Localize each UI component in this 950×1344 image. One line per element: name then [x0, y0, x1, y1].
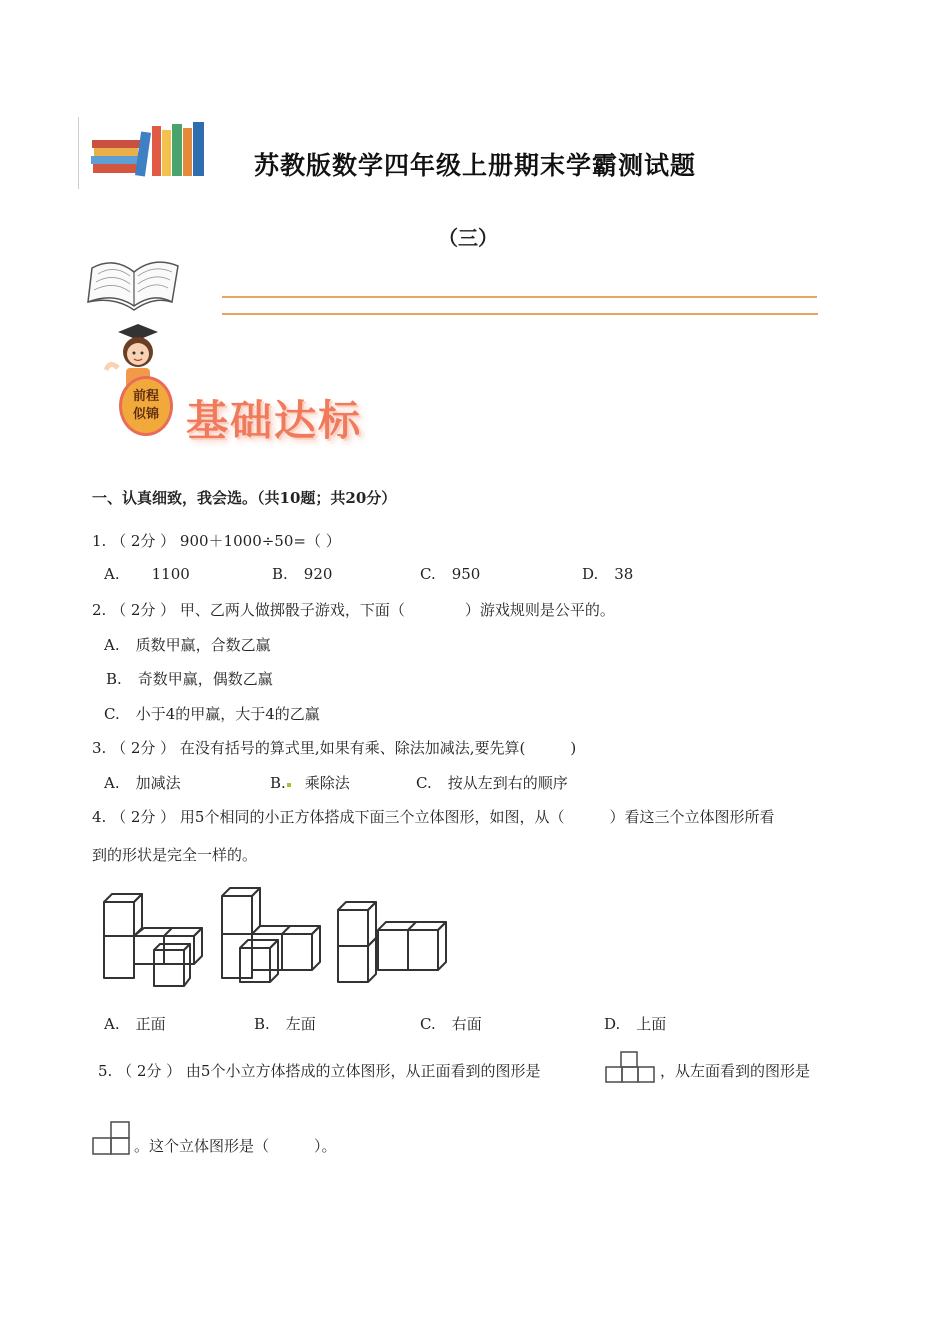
badge-emblem	[119, 376, 173, 436]
q1-option-d: D. 38	[582, 565, 634, 583]
cube-figure-2	[222, 888, 320, 982]
open-book-icon	[84, 250, 184, 316]
q4-option-d: D. 上面	[604, 1015, 667, 1033]
q3-option-b: B. 乘除法	[270, 774, 350, 792]
header-divider	[78, 117, 79, 189]
question-4-line-2: 到的形状是完全一样的。	[92, 846, 258, 864]
front-view-shape	[604, 1050, 658, 1084]
q1-option-c: C. 950	[420, 565, 481, 583]
book-spine-2	[162, 130, 171, 176]
q4-option-a: A. 正面	[104, 1015, 166, 1033]
q2-option-c: C. 小于4的甲赢，大于4的乙赢	[104, 705, 320, 723]
book-spine-4	[183, 128, 192, 176]
badge-line-1: 前程	[132, 389, 159, 404]
badge-line-2: 似锦	[132, 407, 159, 422]
q3-option-a: A. 加减法	[104, 774, 181, 792]
question-5-part-3: 。这个立体图形是（ ）。	[134, 1137, 337, 1155]
question-2: 2. （ 2分 ） 甲、乙两人做掷骰子游戏，下面（ ）游戏规则是公平的。	[92, 601, 615, 619]
section-heading: 一、认真细致，我会选。（共10题；共20分）	[92, 489, 397, 507]
book-spine-5	[193, 122, 204, 176]
decorative-dot	[287, 783, 291, 787]
cube-figure-3	[338, 902, 446, 982]
q2-option-b: B. 奇数甲赢，偶数乙赢	[106, 670, 273, 688]
book-blue	[91, 156, 141, 164]
header-rule-top	[222, 296, 817, 298]
section-banner: 基础达标	[186, 396, 363, 445]
book-spine-3	[172, 124, 182, 176]
header-rule-bottom	[222, 313, 818, 315]
book-orange	[93, 164, 139, 173]
question-3: 3. （ 2分 ） 在没有括号的算式里,如果有乘、除法加减法,要先算( )	[92, 739, 577, 757]
q3-option-c: C. 按从左到右的顺序	[416, 774, 568, 792]
question-5-part-1: 5. （ 2分 ） 由5个小立方体搭成的立体图形，从正面看到的图形是	[98, 1062, 541, 1080]
page-subtitle: （三）	[438, 226, 498, 250]
question-4-line-1: 4. （ 2分 ） 用5个相同的小正方体搭成下面三个立体图形，如图，从（ ）看这三个立体图形所看	[92, 808, 775, 826]
book-yellow	[94, 148, 138, 156]
left-view-shape	[90, 1120, 132, 1156]
question-1: 1. （ 2分 ） 900＋1000÷50=（ ）	[92, 532, 341, 550]
page-title: 苏教版数学四年级上册期末学霸测试题	[254, 151, 697, 180]
q4-option-b: B. 左面	[254, 1015, 316, 1033]
q1-option-a: A. 1100	[104, 565, 190, 583]
q4-option-c: C. 右面	[420, 1015, 482, 1033]
book-red	[92, 140, 140, 148]
q1-option-b: B. 920	[272, 565, 333, 583]
cube-figures	[98, 886, 458, 990]
cube-figure-1	[104, 894, 202, 986]
books-illustration	[88, 120, 213, 180]
book-spine-1	[152, 126, 161, 176]
q2-option-a: A. 质数甲赢，合数乙赢	[104, 636, 271, 654]
question-5-part-2: ，从左面看到的图形是	[660, 1062, 811, 1080]
